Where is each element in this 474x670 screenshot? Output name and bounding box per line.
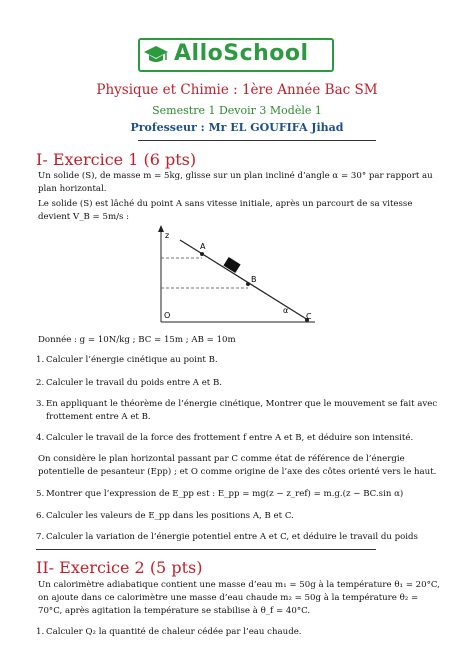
label-A: A — [200, 242, 206, 251]
incline-line — [180, 240, 308, 320]
question-text: En appliquant le théorème de l’énergie cinétique, Montrer que le mouvement se fait avec frottement entre A et B. — [46, 399, 438, 422]
question-text: Calculer le travail du poids entre A et B. — [46, 378, 223, 388]
ex1-question-3 — [36, 398, 441, 424]
teacher-name: Professeur : Mr EL GOUFIFA Jihad — [130, 121, 344, 134]
page-subtitle: Semestre 1 Devoir 3 Modèle 1 — [152, 104, 322, 117]
header-divider — [138, 140, 376, 141]
exercise-1-intro-1: Un solide (S), de masse m = 5kg, glisse sur un plan incliné d’angle α = 30° par rapport au plan horizontal. — [38, 171, 433, 194]
question-number: 4. — [36, 433, 45, 443]
label-z: z — [165, 231, 170, 240]
label-alpha: α — [283, 306, 289, 315]
exercise-2-intro: Un calorimètre adiabatique contient une masse d’eau m₁ = 50g à la température θ₁ = 20°C, on ajoute dans ce calorimètre une masse d’eau chaude m₂ = 50g à la température θ₂ = 70°C, après agitation la température se stabilise à θ_f = 40°C. — [38, 580, 440, 616]
question-text: Calculer l’énergie cinétique au point B. — [46, 355, 218, 365]
question-text: Calculer le travail de la force des frottement f entre A et B, et déduire son intensité. — [46, 433, 414, 443]
ex2-question-1 — [36, 626, 441, 639]
question-number: 2. — [36, 378, 45, 388]
question-number: 1. — [36, 627, 45, 637]
question-text: Montrer que l’expression de E_pp est : E_pp = mg(z − z_ref) = m.g.(z − BC.sin α) — [46, 489, 404, 499]
ex1-question-4 — [36, 432, 441, 445]
ex1-question-1 — [36, 354, 441, 367]
question-text: Calculer Q₂ la quantité de chaleur cédée par l’eau chaude. — [46, 627, 302, 637]
label-O: O — [164, 311, 171, 320]
exercise-1-data: Donnée : g = 10N/kg ; BC = 15m ; AB = 10m — [38, 335, 236, 345]
question-text: Calculer la variation de l’énergie potentiel entre A et C, et déduire le travail du poids — [46, 532, 418, 542]
point-B — [246, 282, 250, 286]
question-number: 1. — [36, 355, 45, 365]
label-B: B — [251, 275, 257, 284]
question-number: 5. — [36, 489, 45, 499]
question-number: 7. — [36, 532, 45, 542]
ex1-question-6 — [36, 510, 441, 523]
exercise-1-reference-paragraph: On considère le plan horizontal passant par C comme état de référence de l’énergie potentielle de pesanteur (Epp) ; et O comme origine de l’axe des côtes orienté vers le haut. — [38, 454, 437, 477]
section-divider — [36, 549, 376, 550]
exercise-1-heading: I- Exercice 1 (6 pts) — [36, 150, 197, 169]
ex1-question-5 — [36, 488, 441, 501]
ex1-question-7 — [36, 531, 441, 544]
label-C: C — [306, 312, 312, 321]
exercise-2-heading: II- Exercice 2 (5 pts) — [36, 558, 203, 577]
question-number: 3. — [36, 399, 45, 409]
exercise-1-intro-2: Le solide (S) est lâché du point A sans vitesse initiale, après un parcourt de sa vitesse devient V_B = 5m/s : — [38, 199, 413, 222]
graduation-cap-icon — [143, 44, 169, 70]
question-number: 6. — [36, 511, 45, 521]
page-title: Physique et Chimie : 1ère Année Bac SM — [96, 82, 378, 98]
inclined-plane-figure — [150, 222, 322, 326]
point-A — [200, 252, 204, 256]
brand-logo-text: AlloSchool — [174, 41, 309, 66]
ex1-question-2 — [36, 377, 441, 390]
question-text: Calculer les valeurs de E_pp dans les positions A, B et C. — [46, 511, 294, 521]
z-axis-arrow — [158, 225, 164, 232]
solid-block — [223, 257, 240, 273]
